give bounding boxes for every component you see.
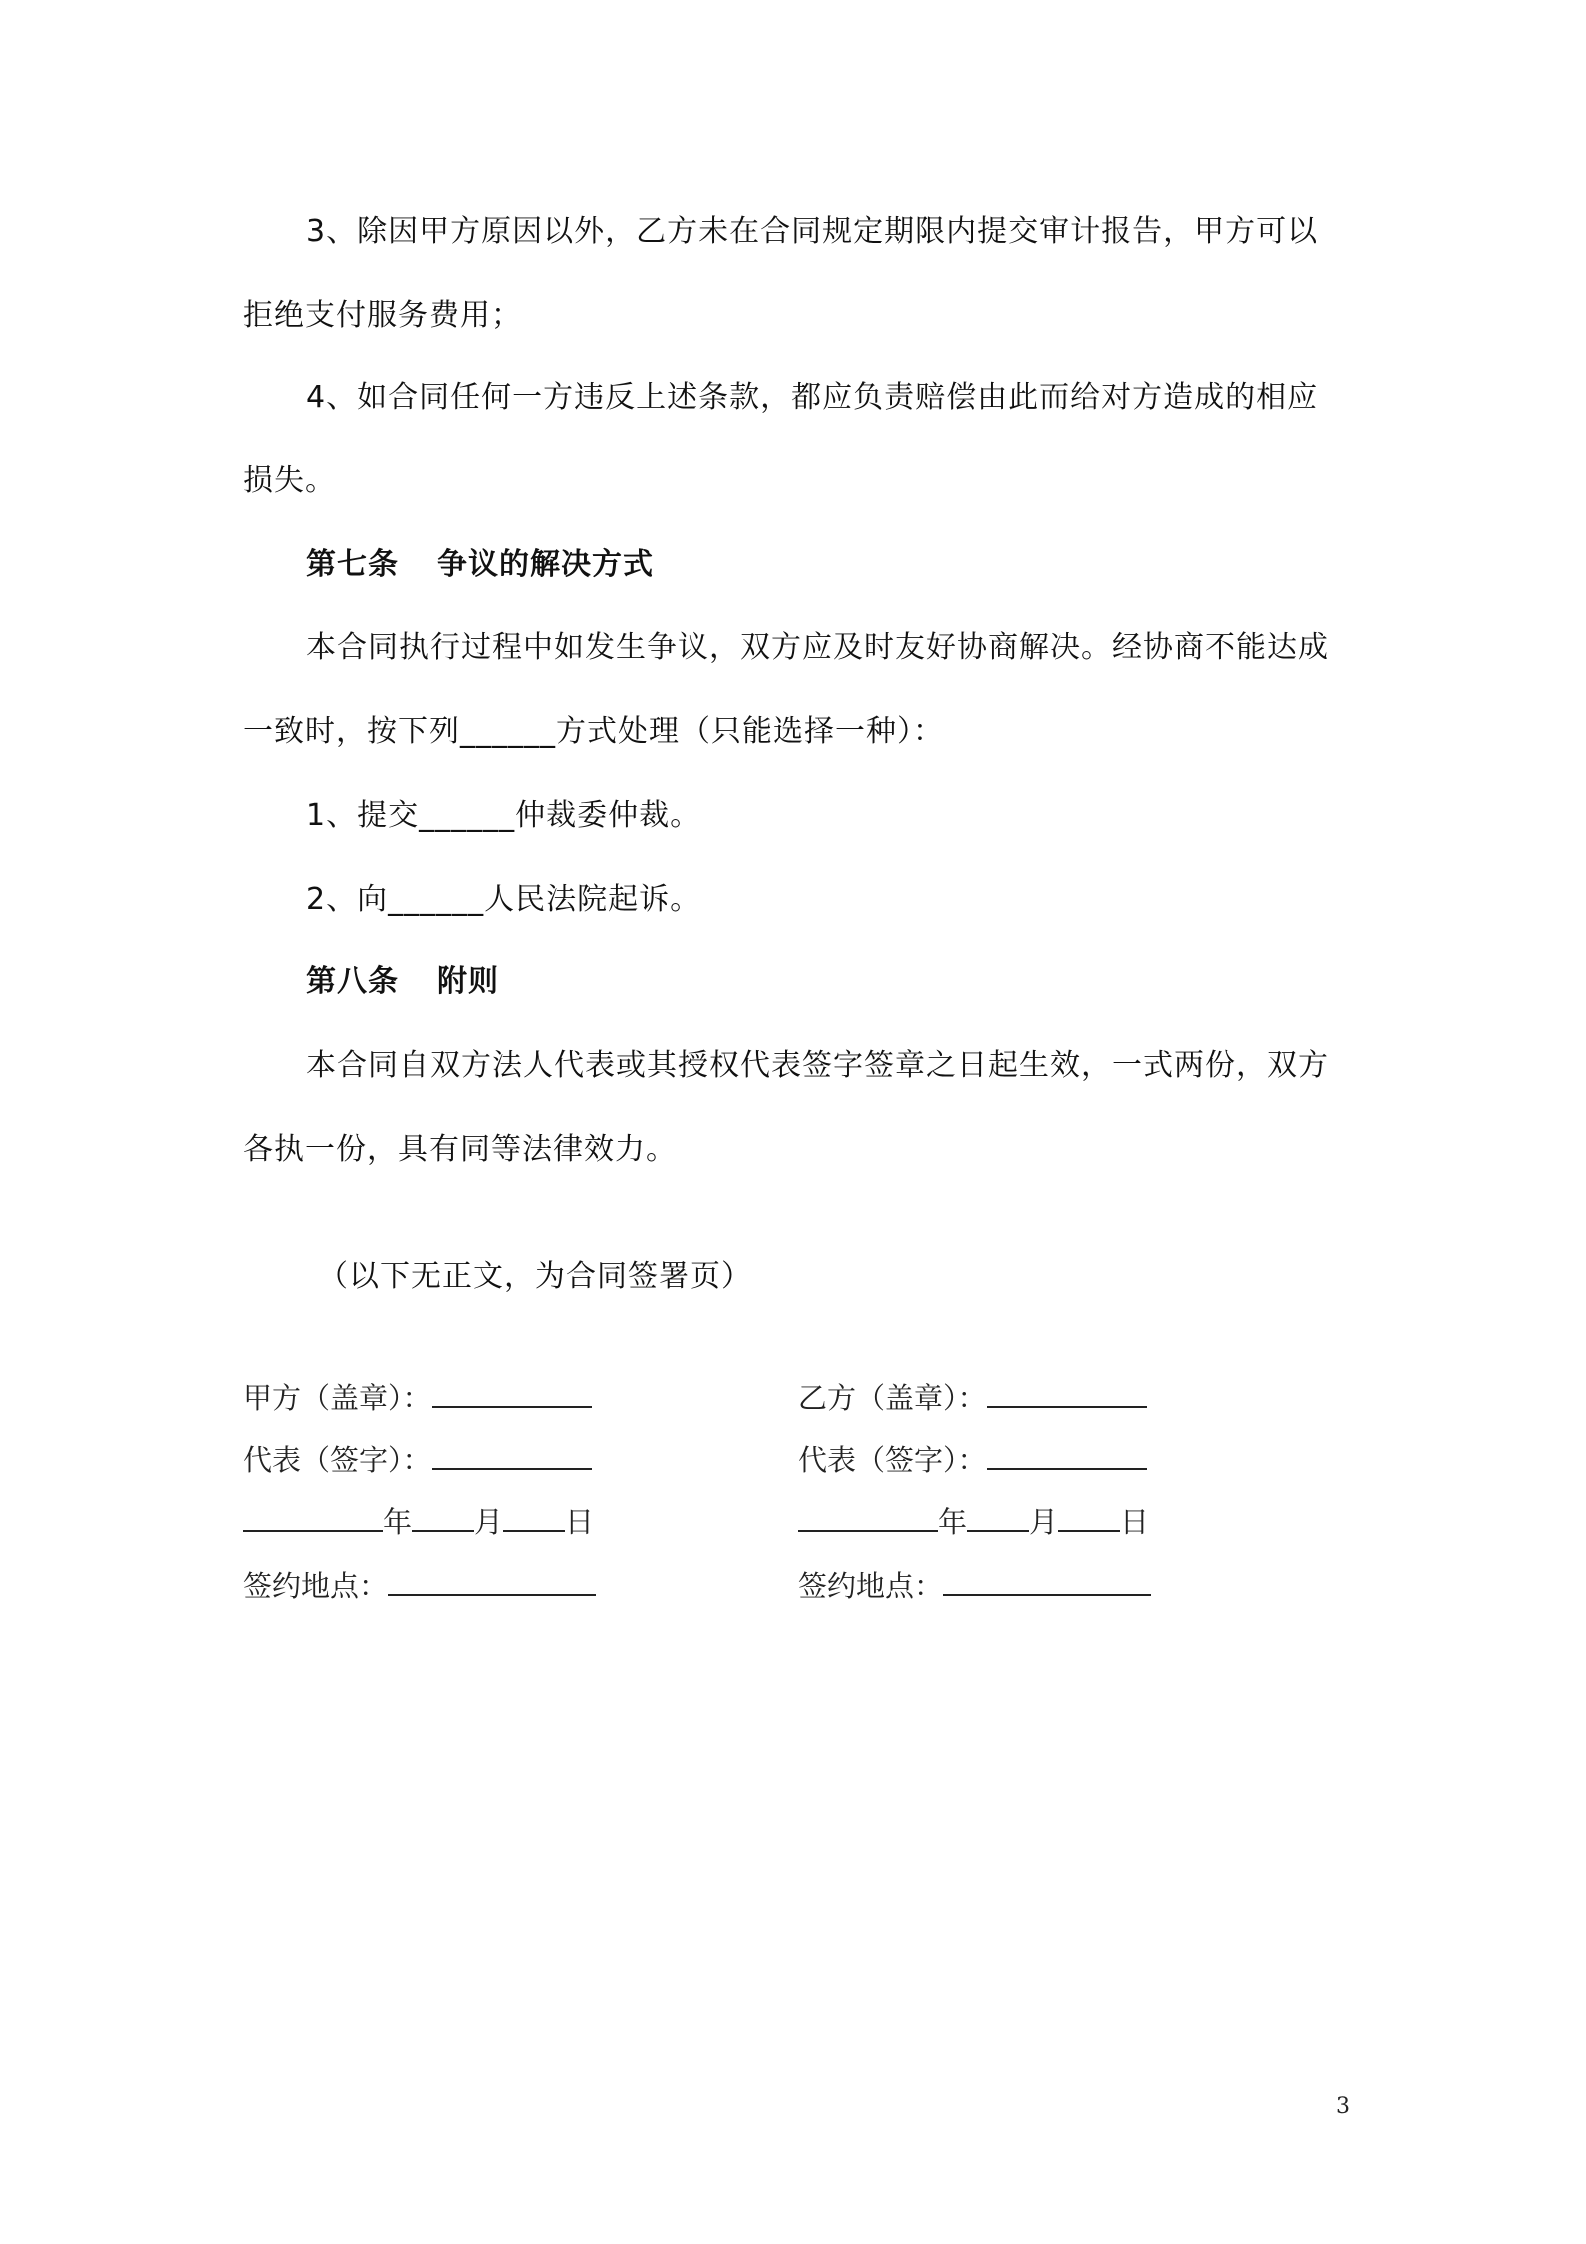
party-a-day-line[interactable] [503, 1500, 565, 1532]
party-a-month-line[interactable] [412, 1500, 474, 1532]
month-label: 月 [474, 1505, 504, 1539]
party-a-place-label: 签约地点： [243, 1569, 389, 1603]
party-a-seal-line[interactable] [432, 1376, 592, 1408]
year-label: 年 [938, 1505, 968, 1539]
party-b-seal-row [798, 1376, 1147, 1418]
year-label: 年 [383, 1505, 413, 1539]
article-7-option-1 [306, 796, 1416, 836]
article-8-para-line-1: 本合同自双方法人代表或其授权代表签字签章之日起生效，一式两份，双方 [306, 1048, 1329, 1083]
clause-4-line-1: 4、如合同任何一方违反上述条款，都应负责赔偿由此而给对方造成的相应 [306, 380, 1319, 415]
party-a-rep-row [243, 1438, 592, 1480]
text-segment: 向 [357, 882, 389, 917]
party-b-rep-line[interactable] [987, 1438, 1147, 1470]
text-segment: 人民法院起诉。 [484, 882, 702, 917]
party-a-year-line[interactable] [243, 1500, 383, 1532]
party-a-rep-line[interactable] [432, 1438, 592, 1470]
party-b-date-row [798, 1500, 1149, 1542]
party-a-date-row [243, 1500, 594, 1542]
option-number: 1、 [306, 798, 358, 833]
article-7-para-line-2 [243, 712, 1353, 752]
party-b-rep-row [798, 1438, 1147, 1480]
article-7-number: 第七条 [306, 547, 399, 582]
party-a-rep-label: 代表（签字）： [243, 1443, 432, 1477]
party-b-rep-label: 代表（签字）： [798, 1443, 987, 1477]
method-blank: ______ [460, 714, 556, 749]
clause-3-line-2: 拒绝支付服务费用； [243, 298, 522, 333]
article-7-para-line-1: 本合同执行过程中如发生争议，双方应及时友好协商解决。经协商不能达成 [306, 630, 1329, 665]
party-a-place-line[interactable] [388, 1564, 596, 1596]
article-7-heading [306, 545, 1416, 585]
article-8-heading [306, 962, 1416, 1002]
party-a-place-row [243, 1564, 596, 1606]
article-8-para-line-2: 各执一份，具有同等法律效力。 [243, 1132, 677, 1167]
option-number: 2、 [306, 882, 358, 917]
party-a-seal-label: 甲方（盖章）： [243, 1381, 432, 1415]
clause-3-line-1: 3、除因甲方原因以外，乙方未在合同规定期限内提交审计报告，甲方可以 [306, 214, 1319, 249]
text-segment: 一致时，按下列 [243, 714, 460, 749]
court-blank: ______ [388, 882, 485, 917]
clause-4-line-2: 损失。 [243, 463, 336, 498]
page-number: 3 [1336, 2094, 1350, 2119]
article-8-title: 附则 [437, 964, 499, 999]
party-b-place-label: 签约地点： [798, 1569, 944, 1603]
month-label: 月 [1029, 1505, 1059, 1539]
text-segment: 方式处理（只能选择一种）： [556, 714, 944, 749]
party-a-seal-row [243, 1376, 592, 1418]
party-b-place-row [798, 1564, 1151, 1606]
party-b-month-line[interactable] [967, 1500, 1029, 1532]
day-label: 日 [565, 1505, 595, 1539]
article-8-number: 第八条 [306, 964, 399, 999]
party-b-day-line[interactable] [1058, 1500, 1120, 1532]
no-more-text-note: （以下无正文，为合同签署页） [318, 1259, 752, 1294]
day-label: 日 [1120, 1505, 1150, 1539]
party-b-year-line[interactable] [798, 1500, 938, 1532]
arbitration-blank: ______ [419, 798, 516, 833]
text-segment: 仲裁委仲裁。 [515, 798, 702, 833]
party-b-seal-line[interactable] [987, 1376, 1147, 1408]
text-segment: 提交 [357, 798, 420, 833]
party-b-seal-label: 乙方（盖章）： [798, 1381, 987, 1415]
article-7-title: 争议的解决方式 [437, 547, 654, 582]
party-b-place-line[interactable] [943, 1564, 1151, 1596]
article-7-option-2 [306, 880, 1416, 920]
